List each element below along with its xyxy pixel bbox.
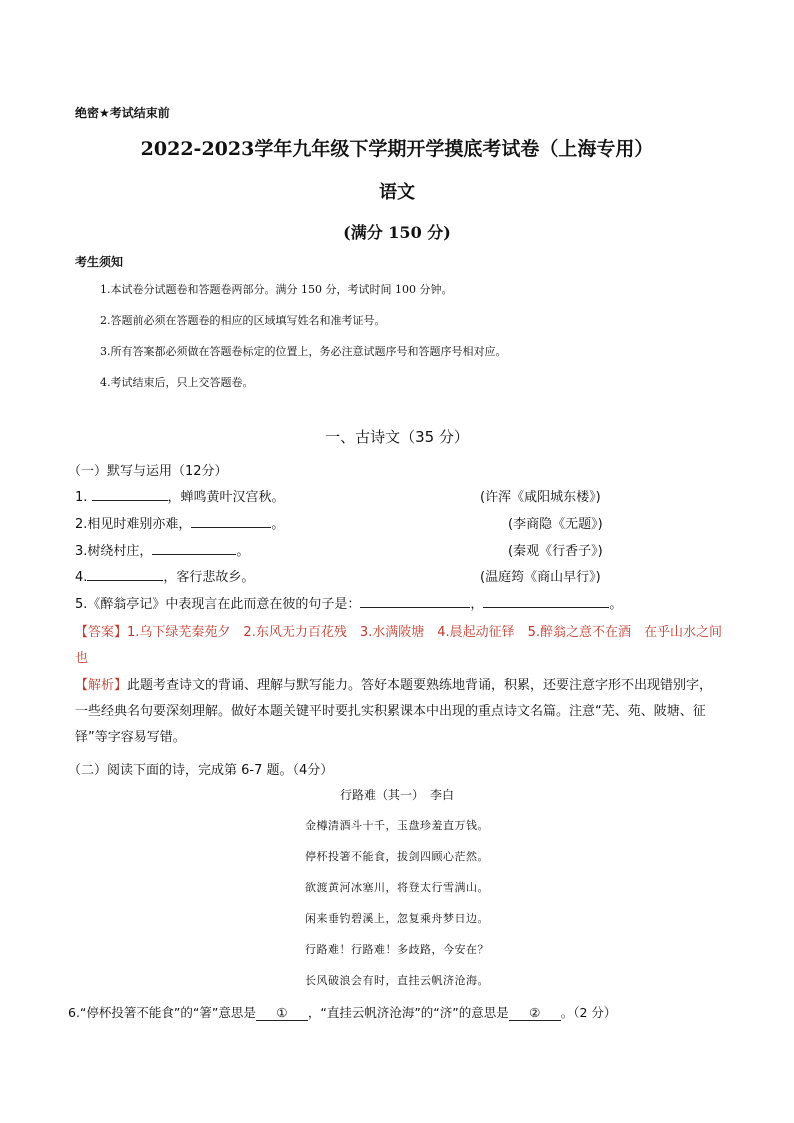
q1-prefix: 1. [75,490,88,505]
q3-source: (秦观《行香子》) [508,544,603,559]
q1-suffix: ，蝉鸣黄叶汉宫秋。 [167,490,285,505]
part2-heading: （二）阅读下面的诗，完成第 6-7 题。（4分） [68,763,334,778]
q2-prefix: 2.相见时难别亦难， [75,517,192,532]
q6-part-a: 6.“停杯投箸不能食”的“箸”意思是 [68,1005,256,1020]
q6-blank-1[interactable]: ① [256,1005,308,1021]
question-4 [75,566,254,585]
poem-line: 停杯投箸不能食，拔剑四顾心茫然。 [305,850,489,863]
analysis-block [75,673,725,751]
q3-prefix: 3.树绕村庄， [75,544,153,559]
q1-answer-blank[interactable] [92,488,168,501]
part1-heading: （一）默写与运用（12分） [68,464,228,479]
poem-title: 行路难（其一） 李白 [339,788,454,802]
question-1 [75,486,285,505]
question-3 [75,540,249,559]
question-5 [75,593,622,612]
poem-line: 行路难！行路难！多歧路，今安在？ [305,943,489,956]
subject-title: 语文 [379,182,415,203]
notice-item: 3.所有答案都必须做在答题卷标定的位置上，务必注意试题序号和答题序号相对应。 [100,345,507,358]
q6-part-c: 。（2 分） [560,1005,617,1020]
q3-suffix: 。 [236,544,250,559]
q2-answer-blank[interactable] [191,515,271,528]
q5-suffix: 。 [609,597,623,612]
notice-item: 2.答题前必须在答题卷的相应的区域填写姓名和准考证号。 [100,314,386,327]
q6-blank-2[interactable]: ② [509,1005,561,1021]
secret-mark: 绝密★考试结束前 [75,106,170,120]
question-2 [75,513,284,532]
q3-answer-blank[interactable] [152,542,236,555]
answer-text: 1.乌下绿芜秦苑夕 2.东风无力百花残 3.水满陂塘 4.晨起动征铎 5.醉翁之意不在酒 在乎山水之间也 [75,625,723,666]
q4-prefix: 4. [75,570,88,585]
analysis-label: 【解析】 [75,678,128,693]
analysis-text: 此题考查诗文的背诵、理解与默写能力。答好本题要熟练地背诵，积累，还要注意字形不出现错别字，一些经典名句要深刻理解。做好本题关键平时要扎实积累课本中出现的重点诗文名篇。注意“芜、苑、陂塘、征铎”等字容易写错。 [75,678,713,745]
q6-part-b: ，“直挂云帆济沧海”的“济”的意思是 [307,1005,509,1020]
section-heading: 一、古诗文（35 分） [325,428,469,446]
q5-prefix: 5.《醉翁亭记》中表现言在此而意在彼的句子是： [75,597,361,612]
notice-item: 4.考试结束后，只上交答题卷。 [100,376,254,389]
answer-block [75,620,725,672]
q5-answer-blank-1[interactable] [360,595,470,608]
q4-suffix: ，客行悲故乡。 [163,570,255,585]
q2-suffix: 。 [271,517,285,532]
q1-source: (许浑《咸阳城东楼》) [480,490,601,505]
poem-line: 长风破浪会有时，直挂云帆济沧海。 [305,974,489,987]
q2-source: (李商隐《无题》) [508,517,603,532]
q5-answer-blank-2[interactable] [483,595,609,608]
poem-line: 欲渡黄河冰塞川，将登太行雪满山。 [305,881,489,894]
exam-title: 2022-2023学年九年级下学期开学摸底考试卷（上海专用） [140,138,654,160]
q5-middle: ， [470,597,484,612]
poem-line: 闲来垂钓碧溪上，忽复乘舟梦日边。 [305,912,489,925]
full-score: (满分 150 分) [343,223,451,242]
question-6 [68,1003,616,1021]
poem-line: 金樽清酒斗十千，玉盘珍羞直万钱。 [305,819,489,832]
q4-answer-blank[interactable] [87,568,163,581]
q4-source: (温庭筠《商山早行》) [480,570,601,585]
notice-item: 1.本试卷分试题卷和答题卷两部分。满分 150 分，考试时间 100 分钟。 [100,283,453,296]
answer-label: 【答案】 [75,625,128,640]
notice-heading: 考生须知 [75,255,124,269]
